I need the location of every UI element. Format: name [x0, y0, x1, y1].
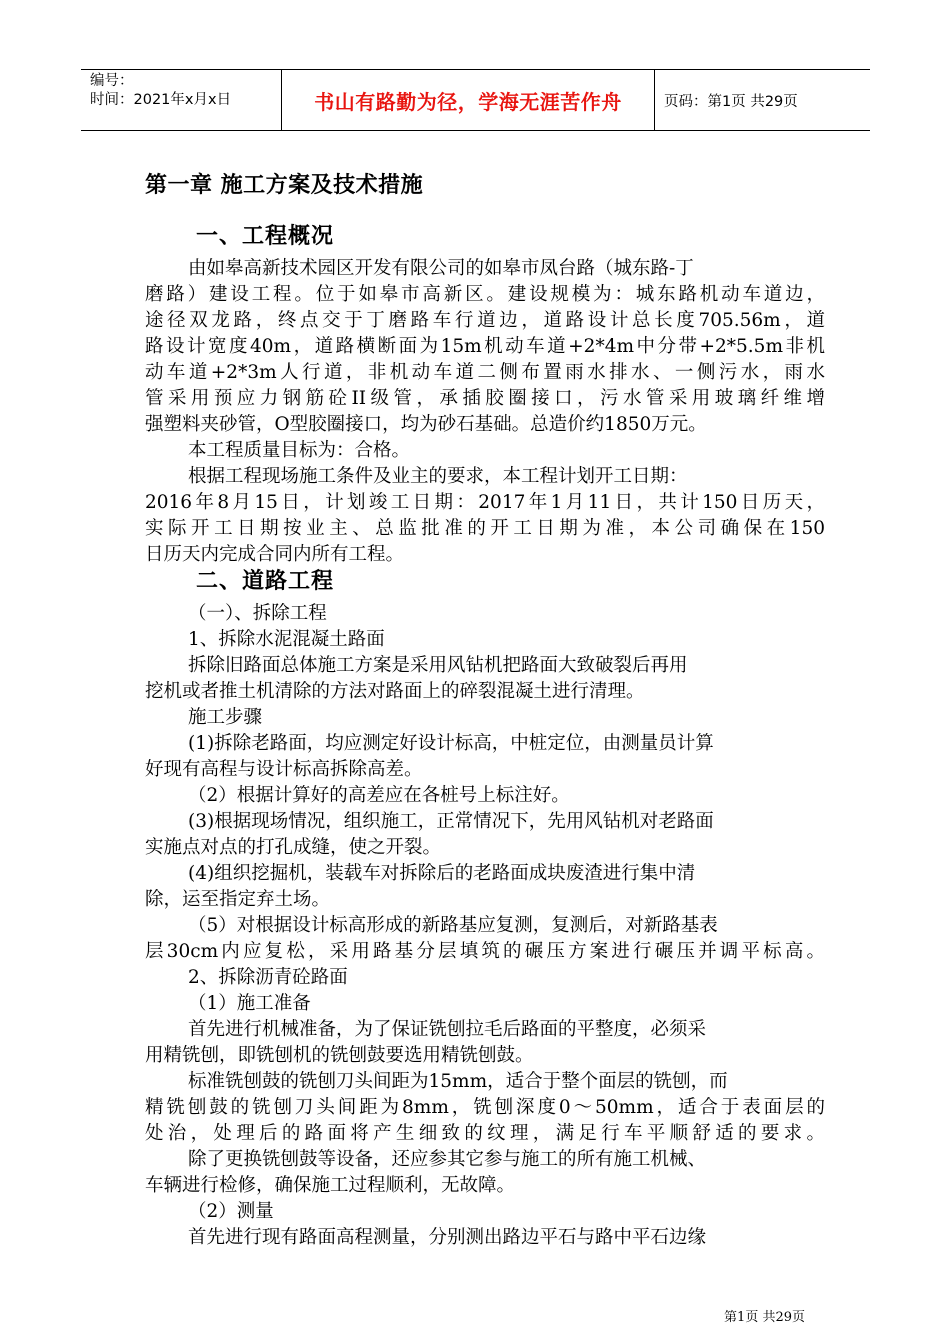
text-line: 根据工程现场施工条件及业主的要求，本工程计划开工日期： [188, 466, 688, 487]
text-line: 标准铣刨鼓的铣刨刀头间距为15mm，适合于整个面层的铣刨，而 [188, 1071, 728, 1092]
item-heading: 2、拆除沥青砼路面 [188, 967, 348, 988]
item-heading: 1、拆除水泥混凝土路面 [188, 629, 385, 650]
text-line: 精铣刨鼓的铣刨刀头间距为8mm，铣刨深度0～50mm，适合于表面层的 [145, 1097, 825, 1118]
text-line: （2）根据计算好的高差应在各桩号上标注好。 [188, 785, 570, 806]
text-line: (3)根据现场情况，组织施工，正常情况下，先用风钻机对老路面 [188, 811, 714, 832]
text-line: 2016年8月15日，计划竣工日期：2017年1月11日，共计150日历天， [145, 492, 825, 513]
text-line: 除，运至指定弃土场。 [145, 889, 331, 910]
text-line: 强塑料夹砂管，O型胶圈接口，均为砂石基础。总造价约1850万元。 [145, 414, 707, 435]
text-line: 拆除旧路面总体施工方案是采用风钻机把路面大致破裂后再用 [188, 655, 688, 676]
text-line: 挖机或者推土机清除的方法对路面上的碎裂混凝土进行清理。 [145, 681, 645, 702]
chapter-title: 第一章 施工方案及技术措施 [145, 173, 424, 198]
text-line: 途径双龙路，终点交于丁磨路车行道边，道路设计总长度705.56m，道 [145, 310, 825, 331]
text-line: 实施点对点的打孔成缝，使之开裂。 [145, 837, 442, 858]
item-heading: （2）测量 [188, 1201, 274, 1222]
text-line: 日历天内完成合同内所有工程。 [145, 544, 405, 565]
quality-target: 本工程质量目标为：合格。 [188, 440, 411, 461]
road-works-body [145, 601, 825, 1251]
section-title-overview: 一、工程概况 [196, 224, 335, 249]
text-line: 管采用预应力钢筋砼II级管，承插胶圈接口，污水管采用玻璃纤维增 [145, 388, 825, 409]
text-line: 好现有高程与设计标高拆除高差。 [145, 759, 423, 780]
header-motto-cell [281, 70, 655, 130]
item-heading: 施工步骤 [188, 707, 263, 728]
text-line: 车辆进行检修，确保施工过程顺利，无故障。 [145, 1175, 516, 1196]
page-header [81, 69, 870, 131]
text-line: 实际开工日期按业主、总监批准的开工日期为准，本公司确保在150 [145, 518, 825, 539]
text-line: 动车道+2*3m人行道，非机动车道二侧布置雨水排水、一侧污水，雨水 [145, 362, 825, 383]
section-title-road: 二、道路工程 [196, 569, 335, 594]
text-line: (4)组织挖掘机，装载车对拆除后的老路面成块废渣进行集中清 [188, 863, 696, 884]
text-line: 除了更换铣刨鼓等设备，还应参其它参与施工的所有施工机械、 [188, 1149, 707, 1170]
text-line: 层30cm内应复松，采用路基分层填筑的碾压方案进行碾压并调平标高。 [145, 941, 825, 962]
text-line: (1)拆除老路面，均应测定好设计标高，中桩定位，由测量员计算 [188, 733, 714, 754]
date-label: 时间：2021年x月x日 [90, 92, 232, 108]
page-footer: 第1页 共29页 [724, 1310, 805, 1325]
text-line: （5）对根据设计标高形成的新路基应复测，复测后，对新路基表 [188, 915, 718, 936]
number-label: 编号： [90, 73, 134, 89]
text-line: 处治，处理后的路面将产生细致的纹理，满足行车平顺舒适的要求。 [145, 1123, 825, 1144]
text-line: 路设计宽度40m，道路横断面为15m机动车道+2*4m中分带+2*5.5m非机 [145, 336, 825, 357]
text-line: 用精铣刨，即铣刨机的铣刨鼓要选用精铣刨鼓。 [145, 1045, 534, 1066]
text-line: 由如皋高新技术园区开发有限公司的如皋市凤台路（城东路-丁 [188, 258, 694, 279]
header-page-number: 页码：第1页 共29页 [664, 93, 798, 110]
header-page-cell [654, 70, 870, 130]
overview-paragraph [145, 256, 825, 568]
header-meta [81, 70, 281, 130]
text-line: 磨路）建设工程。位于如皋市高新区。建设规模为：城东路机动车道边， [145, 284, 825, 305]
item-heading: （1）施工准备 [188, 993, 311, 1014]
text-line: 首先进行现有路面高程测量，分别测出路边平石与路中平石边缘 [188, 1227, 707, 1248]
text-line: 首先进行机械准备，为了保证铣刨拉毛后路面的平整度，必须采 [188, 1019, 707, 1040]
subsection-heading: （一）、拆除工程 [188, 603, 327, 624]
header-motto: 书山有路勤为径，学海无涯苦作舟 [314, 89, 622, 114]
